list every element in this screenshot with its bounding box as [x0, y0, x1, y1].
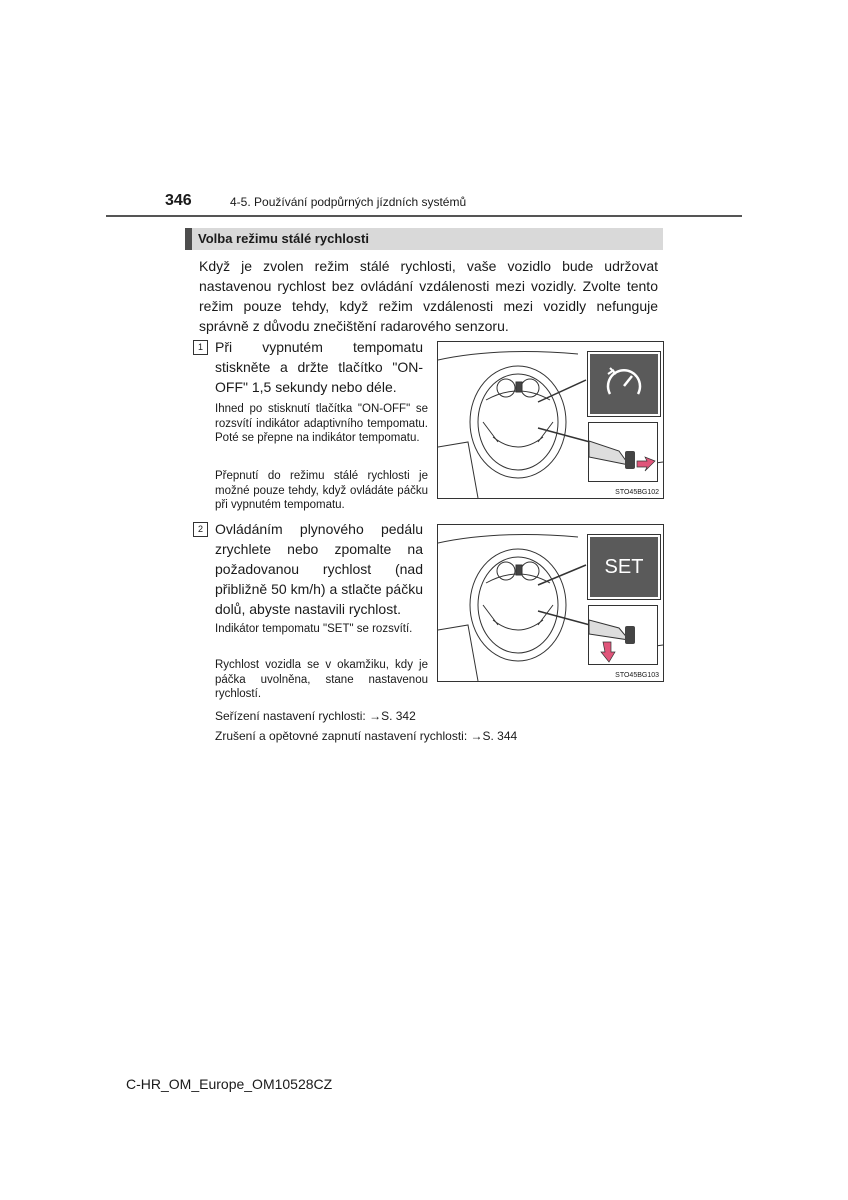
cruise-indicator-panel	[588, 352, 660, 416]
step-2-note-2: Rychlost vozidla se v okamžiku, kdy je páčka uvolněna, stane nastavenou rychlostí.	[215, 659, 428, 700]
step-number-1: 1	[193, 340, 208, 355]
step-2-note-1: Indikátor tempomatu "SET" se rozsvítí.	[215, 623, 413, 635]
cruise-control-icon	[590, 354, 658, 414]
figure-step-2	[437, 524, 664, 682]
section-title: Volba režimu stálé rychlosti	[198, 231, 369, 246]
document-code: C-HR_OM_Europe_OM10528CZ	[126, 1076, 333, 1092]
page-number: 346	[165, 192, 192, 209]
lever-illustration-1	[589, 423, 657, 481]
figure-code-1: STO45BG102	[615, 489, 659, 496]
figure-code-2: STO45BG103	[615, 672, 659, 679]
step-1-text: Při vypnutém tempomatu stiskněte a držte tlačítko "ON-OFF" 1,5 sekundy nebo déle.	[215, 339, 423, 395]
set-indicator-panel: SET	[588, 535, 660, 599]
lever-illustration-2	[589, 606, 657, 664]
push-down-arrow-icon	[601, 642, 615, 662]
heading-marker	[185, 228, 192, 250]
header-rule	[106, 215, 742, 217]
lever-inset-1	[588, 422, 658, 482]
step-2-text: Ovládáním plynového pedálu zrychlete nebo zpomalte na požadovanou rychlost (nad přibližně 50 km/h) a stlačte páčku dolů, abyste nastavili rychlost.	[215, 521, 423, 617]
section-heading	[185, 228, 663, 250]
step-1-note-1: Ihned po stisknutí tlačítka "ON-OFF" se rozsvítí indikátor adaptivního tempomatu. Poté se přepne na indikátor tempomatu.	[215, 403, 428, 444]
lever-inset-2	[588, 605, 658, 665]
figure-step-1	[437, 341, 664, 499]
press-arrow-icon	[637, 457, 655, 471]
section-path: 4-5. Používání podpůrných jízdních systémů	[230, 195, 467, 209]
step-1-note-2: Přepnutí do režimu stálé rychlosti je možné pouze tehdy, když ovládáte páčku při vypnutém tempomatu.	[215, 470, 428, 511]
step-number-2: 2	[193, 522, 208, 537]
xref-speed-adjust[interactable]: Seřízení nastavení rychlosti: →S. 342	[215, 709, 416, 723]
xref-cancel-resume[interactable]: Zrušení a opětovné zapnutí nastavení rychlosti: →S. 344	[215, 729, 518, 743]
intro-paragraph: Když je zvolen režim stálé rychlosti, vaše vozidlo bude udržovat nastavenou rychlost bez ovládání vzdálenosti mezi vozidly. Zvolte tento režim pouze tehdy, když režim vzdálenosti mezi vozidly nefunguje správně z důvodu znečištění radarového senzoru.	[199, 258, 658, 334]
